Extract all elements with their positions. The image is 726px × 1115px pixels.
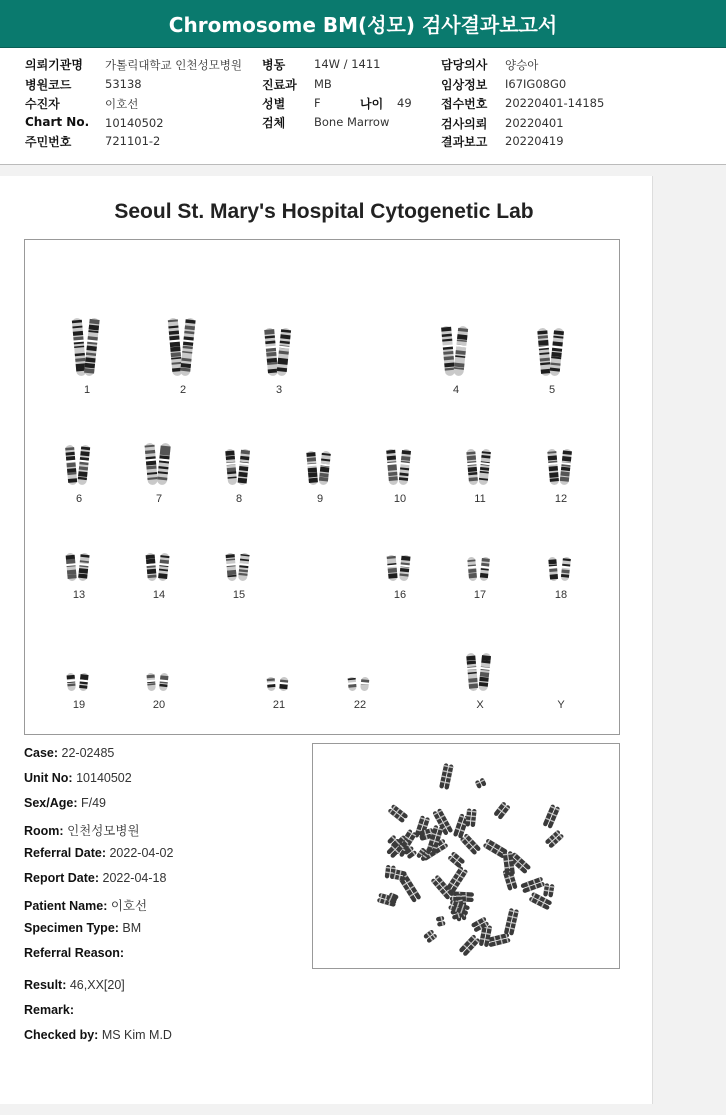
chart-label: Chart No. xyxy=(25,115,90,129)
chromosome-label-11: 11 xyxy=(474,493,486,505)
chromosome-label-x: X xyxy=(476,699,484,711)
metaphase-chromosome xyxy=(502,868,517,891)
metaphase-chromosome xyxy=(544,829,564,848)
chromosome-label-9: 9 xyxy=(316,493,324,505)
metaphase-chromosome xyxy=(439,763,454,790)
chromosome-pair-16 xyxy=(383,553,417,583)
ward-label: 병동 xyxy=(262,58,286,72)
karyotype-image xyxy=(24,239,620,735)
chromosome-pair-15 xyxy=(222,551,256,583)
case-row xyxy=(24,746,114,760)
metaphase-chromosome xyxy=(504,908,519,936)
chromosome-label-20: 20 xyxy=(152,699,166,711)
patient-name-value: 이호선 xyxy=(110,899,148,913)
unit-row xyxy=(24,771,132,785)
checked-by-value: MS Kim M.D xyxy=(101,1028,172,1042)
age-label: 나이 xyxy=(360,97,384,111)
unit-value: 10140502 xyxy=(76,771,132,785)
hospital-code-value: 53138 xyxy=(105,77,142,91)
checked-by-label: Checked by: xyxy=(24,1028,99,1042)
chromosome-label-14: 14 xyxy=(152,589,166,601)
patient-name-row xyxy=(24,896,147,914)
result-value: 46,XX[20] xyxy=(69,978,125,992)
chromosome-pair-5 xyxy=(535,326,569,378)
room-row xyxy=(24,821,140,839)
chromosome-pair-x xyxy=(463,651,497,693)
metaphase-chromosome xyxy=(458,934,480,957)
report-date-label: Report Date: xyxy=(24,871,100,885)
referral-reason-label: Referral Reason: xyxy=(24,946,125,960)
patient-value: 이호선 xyxy=(105,97,139,111)
chromosome-pair-17 xyxy=(463,555,497,583)
remark-label: Remark: xyxy=(24,1003,75,1017)
metaphase-chromosome xyxy=(487,933,511,948)
result-date-value: 20220419 xyxy=(505,134,564,148)
institution-value: 가톨릭대학교 인천성모병원 xyxy=(105,58,242,72)
request-date-value: 20220401 xyxy=(505,116,564,130)
report-date-row xyxy=(24,871,166,885)
chromosome-pair-21 xyxy=(262,675,296,693)
report-title-bar xyxy=(0,0,726,48)
result-date-label: 결과보고 xyxy=(441,135,488,149)
dept-value: MB xyxy=(314,77,332,91)
chromosome-label-21: 21 xyxy=(272,699,286,711)
chromosome-pair-11 xyxy=(463,447,497,487)
case-value: 22-02485 xyxy=(61,746,115,760)
lab-title: Seoul St. Mary's Hospital Cytogenetic Lab xyxy=(114,200,534,223)
specimen-type-value: BM xyxy=(122,921,142,935)
receipt-label: 접수번호 xyxy=(441,97,488,111)
chromosome-pair-7 xyxy=(142,441,176,487)
metaphase-chromosome xyxy=(520,877,545,894)
ward-value: 14W / 1411 xyxy=(314,57,381,71)
chromosome-pair-18 xyxy=(544,555,578,583)
metaphase-chromosome xyxy=(460,833,482,855)
clinical-value: I67IG08G0 xyxy=(505,77,567,91)
chromosome-label-7: 7 xyxy=(155,493,163,505)
chromosome-label-1: 1 xyxy=(83,384,91,396)
sexage-row xyxy=(24,796,106,810)
chromosome-label-12: 12 xyxy=(554,493,568,505)
referral-date-label: Referral Date: xyxy=(24,846,106,860)
chromosome-pair-6 xyxy=(62,443,96,487)
chromosome-label-5: 5 xyxy=(548,384,556,396)
specimen-type-label: Specimen Type: xyxy=(24,921,119,935)
case-label: Case: xyxy=(24,746,59,760)
chromosome-pair-9 xyxy=(303,449,337,487)
sex-label: 성별 xyxy=(262,97,286,111)
result-row xyxy=(24,978,125,992)
checked-by-row xyxy=(24,1028,172,1042)
chromosome-pair-10 xyxy=(383,447,417,487)
hospital-code-label: 병원코드 xyxy=(25,78,72,92)
rrn-value: 721101-2 xyxy=(105,134,161,148)
room-label: Room: xyxy=(24,824,64,838)
referral-date-value: 2022-04-02 xyxy=(109,846,174,860)
metaphase-chromosome xyxy=(475,777,487,789)
chromosome-pair-4 xyxy=(439,324,473,378)
chromosome-pair-3 xyxy=(262,326,296,378)
metaphase-chromosome xyxy=(465,808,476,827)
chromosome-pair-1 xyxy=(70,316,104,378)
chromosome-label-10: 10 xyxy=(393,493,407,505)
chromosome-pair-2 xyxy=(166,316,200,378)
chromosome-pair-8 xyxy=(222,447,256,487)
metaphase-image xyxy=(312,743,620,969)
chromosome-label-13: 13 xyxy=(72,589,86,601)
metaphase-chromosome xyxy=(387,804,408,823)
patient-name-label: Patient Name: xyxy=(24,899,108,913)
chromosome-label-22: 22 xyxy=(353,699,367,711)
chart-value: 10140502 xyxy=(105,116,164,130)
referral-reason-row xyxy=(24,946,124,960)
room-value: 인천성모병원 xyxy=(67,824,140,838)
receipt-value: 20220401-14185 xyxy=(505,96,605,110)
chromosome-pair-14 xyxy=(142,551,176,583)
chromosome-label-18: 18 xyxy=(554,589,568,601)
chromosome-label-8: 8 xyxy=(235,493,243,505)
chromosome-pair-20 xyxy=(142,671,176,693)
metaphase-chromosome xyxy=(543,883,555,898)
rrn-label: 주민번호 xyxy=(25,135,72,149)
chromosome-label-y: Y xyxy=(557,699,565,711)
order-info-panel xyxy=(0,48,726,165)
request-date-label: 검사의뢰 xyxy=(441,117,488,131)
specimen-value: Bone Marrow xyxy=(314,115,390,129)
sexage-value: F/49 xyxy=(80,796,106,810)
report-date-value: 2022-04-18 xyxy=(102,871,167,885)
chromosome-pair-12 xyxy=(544,447,578,487)
doctor-label: 담당의사 xyxy=(441,58,488,72)
dept-label: 진료과 xyxy=(262,78,297,92)
chromosome-label-19: 19 xyxy=(72,699,86,711)
metaphase-chromosome xyxy=(436,916,446,927)
referral-date-row xyxy=(24,846,173,860)
chromosome-pair-13 xyxy=(62,551,96,583)
chromosome-label-2: 2 xyxy=(179,384,187,396)
remark-row xyxy=(24,1003,74,1017)
chromosome-label-15: 15 xyxy=(232,589,246,601)
chromosome-label-4: 4 xyxy=(452,384,460,396)
sexage-label: Sex/Age: xyxy=(24,796,78,810)
doctor-value: 양승아 xyxy=(505,58,539,72)
chromosome-pair-22 xyxy=(343,675,377,693)
institution-label: 의뢰기관명 xyxy=(25,58,83,72)
metaphase-chromosome xyxy=(447,851,465,868)
metaphase-chromosome xyxy=(423,929,438,943)
chromosome-label-3: 3 xyxy=(275,384,283,396)
age-value: 49 xyxy=(397,96,412,110)
metaphase-chromosome xyxy=(542,804,560,829)
metaphase-chromosome xyxy=(392,869,407,881)
chromosome-label-6: 6 xyxy=(75,493,83,505)
chromosome-label-16: 16 xyxy=(393,589,407,601)
metaphase-chromosome xyxy=(446,866,469,894)
patient-label: 수진자 xyxy=(25,97,60,111)
unit-label: Unit No: xyxy=(24,771,73,785)
clinical-label: 임상정보 xyxy=(441,78,488,92)
specimen-label: 검체 xyxy=(262,116,286,130)
report-title: Chromosome BM(성모) 검사결과보고서 xyxy=(168,13,558,37)
specimen-type-row xyxy=(24,921,141,935)
result-label: Result: xyxy=(24,978,67,992)
metaphase-chromosome xyxy=(493,801,511,820)
cytogenetic-report xyxy=(0,176,653,1104)
metaphase-chromosome xyxy=(471,916,490,932)
chromosome-label-17: 17 xyxy=(473,589,487,601)
metaphase-spread xyxy=(313,744,619,968)
sex-value: F xyxy=(314,96,321,110)
chromosome-pair-19 xyxy=(62,671,96,693)
